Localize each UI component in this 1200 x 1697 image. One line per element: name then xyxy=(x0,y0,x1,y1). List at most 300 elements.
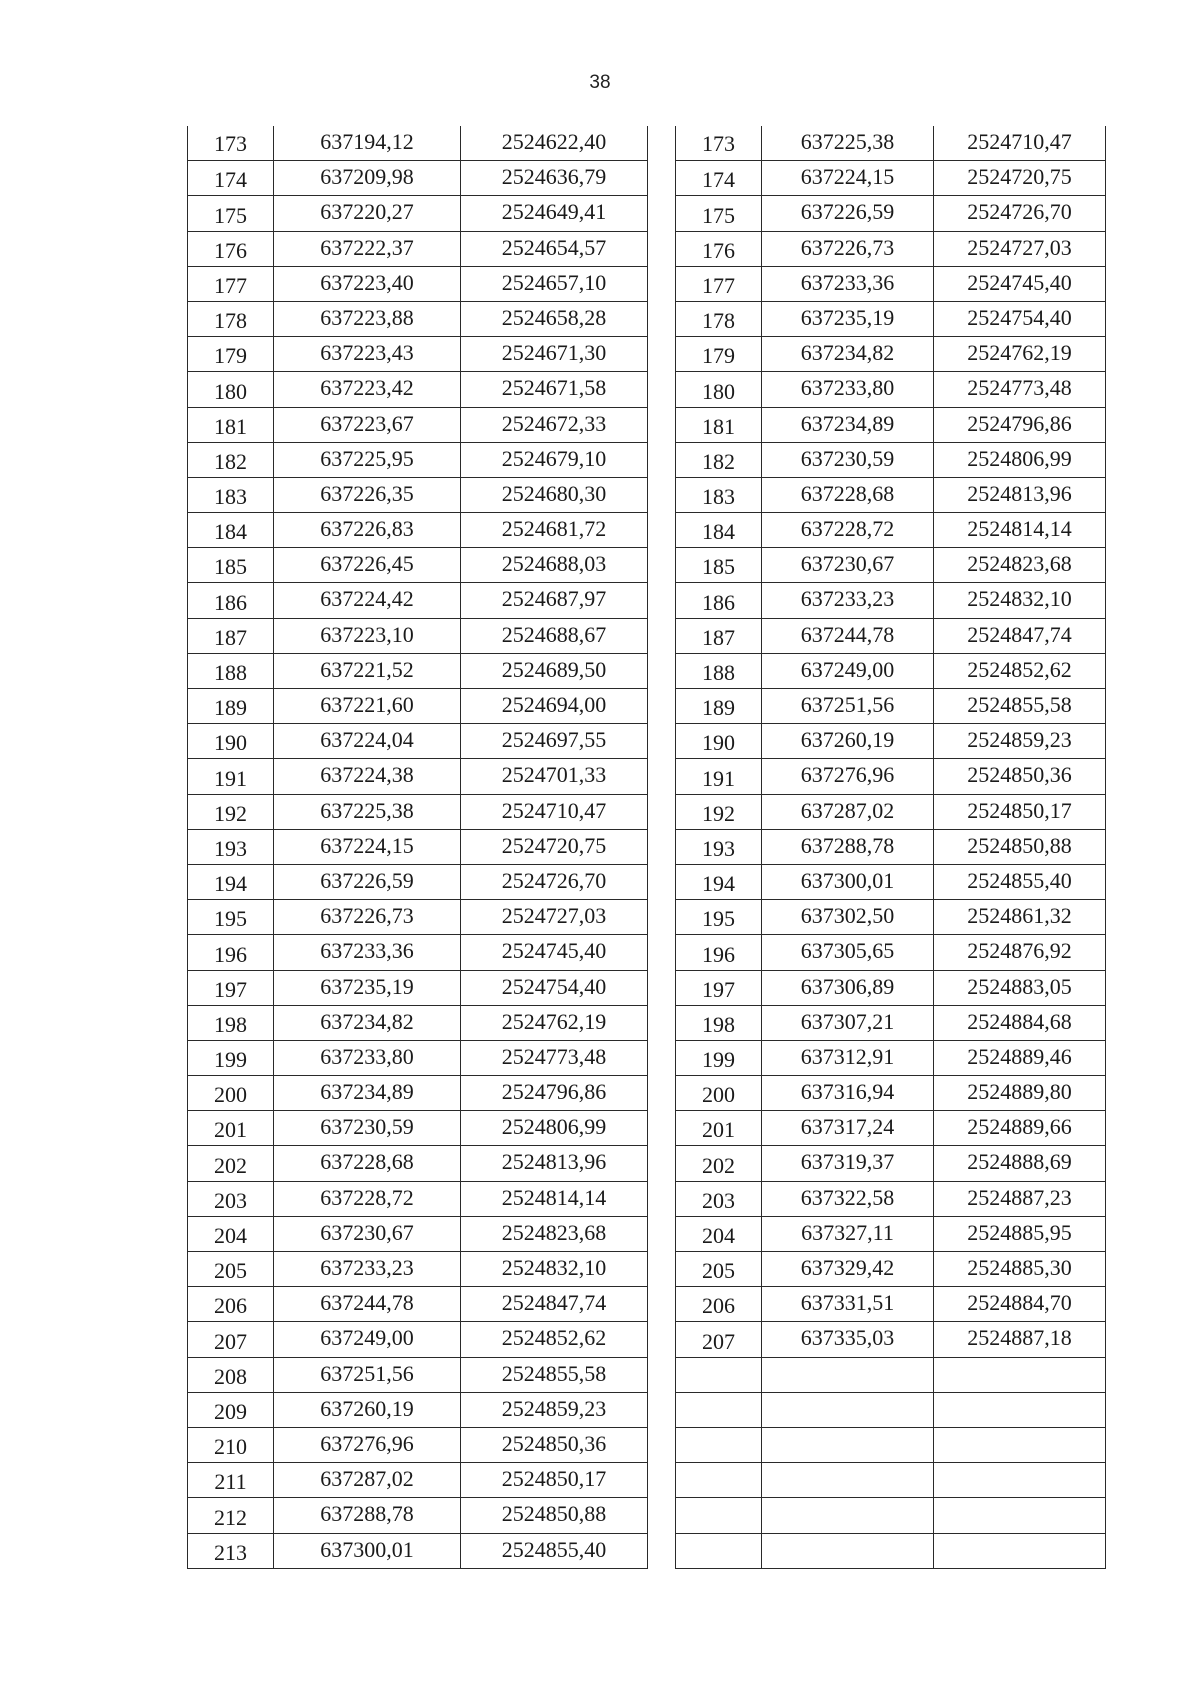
table-row xyxy=(676,1005,1106,1040)
table-row xyxy=(676,1216,1106,1251)
table-row xyxy=(188,829,648,864)
point-number-cell: 185 xyxy=(188,548,274,583)
x-coordinate-cell: 637234,82 xyxy=(762,337,934,372)
table-row xyxy=(676,618,1106,653)
table-row xyxy=(676,583,1106,618)
y-coordinate-cell: 2524852,62 xyxy=(461,1322,648,1357)
table-row xyxy=(676,126,1106,161)
table-row xyxy=(188,1287,648,1322)
x-coordinate-cell: 637329,42 xyxy=(762,1252,934,1287)
table-row xyxy=(188,689,648,724)
point-number-cell: 205 xyxy=(188,1252,274,1287)
point-number-cell: 200 xyxy=(676,1076,762,1111)
x-coordinate-cell: 637306,89 xyxy=(762,970,934,1005)
y-coordinate-cell: 2524823,68 xyxy=(461,1216,648,1251)
y-coordinate-cell: 2524688,03 xyxy=(461,548,648,583)
y-coordinate-cell: 2524773,48 xyxy=(461,1040,648,1075)
point-number-cell: 187 xyxy=(188,618,274,653)
x-coordinate-cell: 637221,52 xyxy=(274,653,461,688)
table-row xyxy=(188,1076,648,1111)
x-coordinate-cell: 637287,02 xyxy=(274,1463,461,1498)
point-number-cell: 180 xyxy=(188,372,274,407)
table-row xyxy=(188,618,648,653)
table-row xyxy=(188,442,648,477)
x-coordinate-cell: 637288,78 xyxy=(762,829,934,864)
y-coordinate-cell: 2524720,75 xyxy=(934,161,1106,196)
table-row xyxy=(676,759,1106,794)
x-coordinate-cell xyxy=(762,1427,934,1462)
point-number-cell: 197 xyxy=(188,970,274,1005)
table-row xyxy=(676,970,1106,1005)
x-coordinate-cell: 637276,96 xyxy=(762,759,934,794)
x-coordinate-cell: 637317,24 xyxy=(762,1111,934,1146)
x-coordinate-cell: 637244,78 xyxy=(762,618,934,653)
table-row xyxy=(676,548,1106,583)
point-number-cell: 174 xyxy=(676,161,762,196)
y-coordinate-cell: 2524710,47 xyxy=(461,794,648,829)
y-coordinate-cell: 2524861,32 xyxy=(934,900,1106,935)
point-number-cell: 192 xyxy=(676,794,762,829)
point-number-cell: 203 xyxy=(676,1181,762,1216)
y-coordinate-cell: 2524657,10 xyxy=(461,266,648,301)
page-number: 38 xyxy=(589,72,611,93)
y-coordinate-cell: 2524806,99 xyxy=(461,1111,648,1146)
x-coordinate-cell: 637228,72 xyxy=(762,513,934,548)
table-row xyxy=(188,583,648,618)
y-coordinate-cell: 2524884,68 xyxy=(934,1005,1106,1040)
x-coordinate-cell: 637287,02 xyxy=(762,794,934,829)
table-row xyxy=(676,1040,1106,1075)
table-row xyxy=(676,653,1106,688)
point-number-cell: 195 xyxy=(676,900,762,935)
y-coordinate-cell: 2524850,36 xyxy=(461,1427,648,1462)
point-number-cell xyxy=(676,1357,762,1392)
point-number-cell: 199 xyxy=(188,1040,274,1075)
point-number-cell: 201 xyxy=(676,1111,762,1146)
x-coordinate-cell: 637223,42 xyxy=(274,372,461,407)
point-number-cell: 176 xyxy=(188,231,274,266)
point-number-cell: 184 xyxy=(188,513,274,548)
x-coordinate-cell: 637233,23 xyxy=(274,1252,461,1287)
x-coordinate-cell: 637226,59 xyxy=(274,864,461,899)
x-coordinate-cell: 637244,78 xyxy=(274,1287,461,1322)
point-number-cell: 194 xyxy=(676,864,762,899)
table-row xyxy=(676,1427,1106,1462)
x-coordinate-cell xyxy=(762,1498,934,1533)
y-coordinate-cell: 2524701,33 xyxy=(461,759,648,794)
table-row xyxy=(676,689,1106,724)
point-number-cell: 181 xyxy=(188,407,274,442)
table-row xyxy=(188,301,648,336)
y-coordinate-cell: 2524876,92 xyxy=(934,935,1106,970)
y-coordinate-cell: 2524832,10 xyxy=(934,583,1106,618)
y-coordinate-cell: 2524850,88 xyxy=(934,829,1106,864)
y-coordinate-cell: 2524814,14 xyxy=(461,1181,648,1216)
y-coordinate-cell: 2524859,23 xyxy=(461,1392,648,1427)
point-number-cell: 207 xyxy=(188,1322,274,1357)
point-number-cell: 180 xyxy=(676,372,762,407)
table-row xyxy=(676,477,1106,512)
y-coordinate-cell: 2524847,74 xyxy=(461,1287,648,1322)
table-row xyxy=(188,759,648,794)
y-coordinate-cell: 2524884,70 xyxy=(934,1287,1106,1322)
point-number-cell: 209 xyxy=(188,1392,274,1427)
x-coordinate-cell: 637233,36 xyxy=(762,266,934,301)
table-row xyxy=(188,900,648,935)
point-number-cell: 188 xyxy=(188,653,274,688)
x-coordinate-cell: 637300,01 xyxy=(274,1533,461,1568)
point-number-cell: 177 xyxy=(676,266,762,301)
point-number-cell: 189 xyxy=(676,689,762,724)
x-coordinate-cell: 637233,80 xyxy=(274,1040,461,1075)
y-coordinate-cell: 2524888,69 xyxy=(934,1146,1106,1181)
point-number-cell: 173 xyxy=(188,126,274,161)
y-coordinate-cell: 2524681,72 xyxy=(461,513,648,548)
y-coordinate-cell: 2524745,40 xyxy=(461,935,648,970)
point-number-cell: 189 xyxy=(188,689,274,724)
table-row xyxy=(676,724,1106,759)
y-coordinate-cell: 2524658,28 xyxy=(461,301,648,336)
point-number-cell: 206 xyxy=(676,1287,762,1322)
table-row xyxy=(676,513,1106,548)
table-row xyxy=(188,1040,648,1075)
point-number-cell: 183 xyxy=(188,477,274,512)
point-number-cell: 194 xyxy=(188,864,274,899)
y-coordinate-cell: 2524679,10 xyxy=(461,442,648,477)
y-coordinate-cell xyxy=(934,1533,1106,1568)
point-number-cell: 175 xyxy=(676,196,762,231)
x-coordinate-cell: 637209,98 xyxy=(274,161,461,196)
x-coordinate-cell: 637230,59 xyxy=(274,1111,461,1146)
point-number-cell: 207 xyxy=(676,1322,762,1357)
x-coordinate-cell: 637327,11 xyxy=(762,1216,934,1251)
point-number-cell: 205 xyxy=(676,1252,762,1287)
y-coordinate-cell: 2524850,36 xyxy=(934,759,1106,794)
x-coordinate-cell: 637226,59 xyxy=(762,196,934,231)
point-number-cell: 211 xyxy=(188,1463,274,1498)
y-coordinate-cell: 2524697,55 xyxy=(461,724,648,759)
y-coordinate-cell xyxy=(934,1357,1106,1392)
point-number-cell: 176 xyxy=(676,231,762,266)
table-row xyxy=(676,1463,1106,1498)
x-coordinate-cell: 637251,56 xyxy=(274,1357,461,1392)
y-coordinate-cell: 2524680,30 xyxy=(461,477,648,512)
point-number-cell: 191 xyxy=(676,759,762,794)
y-coordinate-cell: 2524754,40 xyxy=(934,301,1106,336)
table-row xyxy=(188,548,648,583)
x-coordinate-cell: 637230,59 xyxy=(762,442,934,477)
x-coordinate-cell: 637224,15 xyxy=(274,829,461,864)
y-coordinate-cell: 2524813,96 xyxy=(934,477,1106,512)
point-number-cell: 181 xyxy=(676,407,762,442)
point-number-cell: 178 xyxy=(676,301,762,336)
x-coordinate-cell: 637223,88 xyxy=(274,301,461,336)
point-number-cell: 210 xyxy=(188,1427,274,1462)
y-coordinate-cell: 2524694,00 xyxy=(461,689,648,724)
y-coordinate-cell: 2524726,70 xyxy=(934,196,1106,231)
table-row xyxy=(676,1322,1106,1357)
x-coordinate-cell: 637225,38 xyxy=(762,126,934,161)
point-number-cell: 185 xyxy=(676,548,762,583)
y-coordinate-cell xyxy=(934,1427,1106,1462)
y-coordinate-cell: 2524855,40 xyxy=(934,864,1106,899)
x-coordinate-cell: 637276,96 xyxy=(274,1427,461,1462)
x-coordinate-cell: 637223,10 xyxy=(274,618,461,653)
x-coordinate-cell: 637260,19 xyxy=(274,1392,461,1427)
x-coordinate-cell: 637233,23 xyxy=(762,583,934,618)
point-number-cell: 202 xyxy=(188,1146,274,1181)
point-number-cell: 206 xyxy=(188,1287,274,1322)
table-row xyxy=(188,196,648,231)
x-coordinate-cell: 637249,00 xyxy=(762,653,934,688)
y-coordinate-cell: 2524726,70 xyxy=(461,864,648,899)
point-number-cell: 188 xyxy=(676,653,762,688)
y-coordinate-cell: 2524622,40 xyxy=(461,126,648,161)
table-row xyxy=(676,794,1106,829)
x-coordinate-cell xyxy=(762,1357,934,1392)
y-coordinate-cell: 2524720,75 xyxy=(461,829,648,864)
coordinates-table-left-body xyxy=(188,126,648,1568)
table-row xyxy=(676,1181,1106,1216)
point-number-cell: 186 xyxy=(676,583,762,618)
point-number-cell: 199 xyxy=(676,1040,762,1075)
x-coordinate-cell: 637226,73 xyxy=(274,900,461,935)
y-coordinate-cell: 2524806,99 xyxy=(934,442,1106,477)
y-coordinate-cell: 2524727,03 xyxy=(461,900,648,935)
table-row xyxy=(676,407,1106,442)
y-coordinate-cell: 2524889,80 xyxy=(934,1076,1106,1111)
y-coordinate-cell: 2524850,88 xyxy=(461,1498,648,1533)
x-coordinate-cell: 637220,27 xyxy=(274,196,461,231)
x-coordinate-cell: 637233,36 xyxy=(274,935,461,970)
table-row xyxy=(676,1357,1106,1392)
x-coordinate-cell: 637251,56 xyxy=(762,689,934,724)
table-row xyxy=(676,337,1106,372)
point-number-cell: 204 xyxy=(676,1216,762,1251)
y-coordinate-cell: 2524636,79 xyxy=(461,161,648,196)
y-coordinate-cell: 2524762,19 xyxy=(934,337,1106,372)
table-row xyxy=(188,794,648,829)
x-coordinate-cell: 637302,50 xyxy=(762,900,934,935)
x-coordinate-cell: 637221,60 xyxy=(274,689,461,724)
table-row xyxy=(188,1111,648,1146)
coordinates-table-right-body xyxy=(676,126,1106,1568)
table-row xyxy=(188,1463,648,1498)
point-number-cell: 193 xyxy=(676,829,762,864)
point-number-cell: 191 xyxy=(188,759,274,794)
table-row xyxy=(676,1111,1106,1146)
point-number-cell: 193 xyxy=(188,829,274,864)
x-coordinate-cell: 637235,19 xyxy=(274,970,461,1005)
point-number-cell: 182 xyxy=(676,442,762,477)
x-coordinate-cell: 637226,73 xyxy=(762,231,934,266)
y-coordinate-cell: 2524654,57 xyxy=(461,231,648,266)
x-coordinate-cell: 637230,67 xyxy=(762,548,934,583)
coordinates-table-left xyxy=(187,126,648,1569)
table-row xyxy=(188,653,648,688)
y-coordinate-cell: 2524814,14 xyxy=(934,513,1106,548)
x-coordinate-cell: 637305,65 xyxy=(762,935,934,970)
point-number-cell: 208 xyxy=(188,1357,274,1392)
table-row xyxy=(188,126,648,161)
x-coordinate-cell: 637223,40 xyxy=(274,266,461,301)
table-row xyxy=(676,231,1106,266)
point-number-cell xyxy=(676,1392,762,1427)
y-coordinate-cell: 2524796,86 xyxy=(934,407,1106,442)
table-row xyxy=(676,1287,1106,1322)
table-row xyxy=(676,1392,1106,1427)
table-row xyxy=(676,1076,1106,1111)
table-row xyxy=(188,1146,648,1181)
table-row xyxy=(676,829,1106,864)
y-coordinate-cell: 2524847,74 xyxy=(934,618,1106,653)
x-coordinate-cell: 637335,03 xyxy=(762,1322,934,1357)
y-coordinate-cell: 2524727,03 xyxy=(934,231,1106,266)
point-number-cell xyxy=(676,1427,762,1462)
y-coordinate-cell: 2524859,23 xyxy=(934,724,1106,759)
y-coordinate-cell: 2524887,18 xyxy=(934,1322,1106,1357)
point-number-cell: 202 xyxy=(676,1146,762,1181)
y-coordinate-cell: 2524885,95 xyxy=(934,1216,1106,1251)
table-row xyxy=(676,900,1106,935)
x-coordinate-cell: 637260,19 xyxy=(762,724,934,759)
point-number-cell: 195 xyxy=(188,900,274,935)
point-number-cell: 179 xyxy=(188,337,274,372)
table-row xyxy=(676,301,1106,336)
y-coordinate-cell: 2524688,67 xyxy=(461,618,648,653)
x-coordinate-cell: 637225,95 xyxy=(274,442,461,477)
x-coordinate-cell xyxy=(762,1463,934,1498)
y-coordinate-cell: 2524672,33 xyxy=(461,407,648,442)
point-number-cell: 184 xyxy=(676,513,762,548)
y-coordinate-cell: 2524889,46 xyxy=(934,1040,1106,1075)
y-coordinate-cell: 2524887,23 xyxy=(934,1181,1106,1216)
x-coordinate-cell: 637234,82 xyxy=(274,1005,461,1040)
x-coordinate-cell: 637223,43 xyxy=(274,337,461,372)
point-number-cell: 186 xyxy=(188,583,274,618)
x-coordinate-cell: 637222,37 xyxy=(274,231,461,266)
table-row xyxy=(188,1427,648,1462)
table-row xyxy=(188,1005,648,1040)
table-row xyxy=(188,1216,648,1251)
point-number-cell: 183 xyxy=(676,477,762,512)
x-coordinate-cell: 637331,51 xyxy=(762,1287,934,1322)
x-coordinate-cell: 637316,94 xyxy=(762,1076,934,1111)
y-coordinate-cell: 2524885,30 xyxy=(934,1252,1106,1287)
table-row xyxy=(188,337,648,372)
point-number-cell: 204 xyxy=(188,1216,274,1251)
point-number-cell: 201 xyxy=(188,1111,274,1146)
table-row xyxy=(188,266,648,301)
y-coordinate-cell: 2524850,17 xyxy=(934,794,1106,829)
y-coordinate-cell: 2524687,97 xyxy=(461,583,648,618)
point-number-cell: 198 xyxy=(188,1005,274,1040)
x-coordinate-cell: 637224,04 xyxy=(274,724,461,759)
y-coordinate-cell: 2524889,66 xyxy=(934,1111,1106,1146)
table-row xyxy=(676,864,1106,899)
table-row xyxy=(676,161,1106,196)
point-number-cell: 200 xyxy=(188,1076,274,1111)
y-coordinate-cell xyxy=(934,1392,1106,1427)
y-coordinate-cell: 2524855,58 xyxy=(934,689,1106,724)
x-coordinate-cell: 637226,83 xyxy=(274,513,461,548)
x-coordinate-cell: 637224,15 xyxy=(762,161,934,196)
x-coordinate-cell: 637312,91 xyxy=(762,1040,934,1075)
table-row xyxy=(188,407,648,442)
table-row xyxy=(188,372,648,407)
y-coordinate-cell: 2524855,40 xyxy=(461,1533,648,1568)
point-number-cell: 190 xyxy=(188,724,274,759)
x-coordinate-cell: 637225,38 xyxy=(274,794,461,829)
x-coordinate-cell xyxy=(762,1392,934,1427)
y-coordinate-cell: 2524745,40 xyxy=(934,266,1106,301)
point-number-cell: 213 xyxy=(188,1533,274,1568)
x-coordinate-cell: 637322,58 xyxy=(762,1181,934,1216)
point-number-cell: 177 xyxy=(188,266,274,301)
y-coordinate-cell: 2524855,58 xyxy=(461,1357,648,1392)
point-number-cell xyxy=(676,1498,762,1533)
y-coordinate-cell: 2524762,19 xyxy=(461,1005,648,1040)
table-row xyxy=(188,231,648,266)
x-coordinate-cell: 637226,35 xyxy=(274,477,461,512)
point-number-cell: 190 xyxy=(676,724,762,759)
y-coordinate-cell: 2524852,62 xyxy=(934,653,1106,688)
x-coordinate-cell: 637224,42 xyxy=(274,583,461,618)
x-coordinate-cell: 637234,89 xyxy=(274,1076,461,1111)
table-row xyxy=(188,724,648,759)
y-coordinate-cell: 2524832,10 xyxy=(461,1252,648,1287)
point-number-cell: 198 xyxy=(676,1005,762,1040)
table-row xyxy=(188,1392,648,1427)
x-coordinate-cell xyxy=(762,1533,934,1568)
point-number-cell: 174 xyxy=(188,161,274,196)
y-coordinate-cell: 2524796,86 xyxy=(461,1076,648,1111)
table-row xyxy=(676,372,1106,407)
table-row xyxy=(188,1498,648,1533)
y-coordinate-cell: 2524823,68 xyxy=(934,548,1106,583)
table-row xyxy=(188,1252,648,1287)
x-coordinate-cell: 637307,21 xyxy=(762,1005,934,1040)
x-coordinate-cell: 637288,78 xyxy=(274,1498,461,1533)
point-number-cell: 203 xyxy=(188,1181,274,1216)
x-coordinate-cell: 637223,67 xyxy=(274,407,461,442)
x-coordinate-cell: 637228,68 xyxy=(274,1146,461,1181)
table-row xyxy=(188,864,648,899)
table-row xyxy=(676,935,1106,970)
point-number-cell: 179 xyxy=(676,337,762,372)
x-coordinate-cell: 637300,01 xyxy=(762,864,934,899)
point-number-cell: 182 xyxy=(188,442,274,477)
point-number-cell: 192 xyxy=(188,794,274,829)
point-number-cell: 197 xyxy=(676,970,762,1005)
y-coordinate-cell xyxy=(934,1498,1106,1533)
table-row xyxy=(676,442,1106,477)
point-number-cell: 187 xyxy=(676,618,762,653)
table-row xyxy=(188,1181,648,1216)
y-coordinate-cell: 2524813,96 xyxy=(461,1146,648,1181)
table-row xyxy=(676,196,1106,231)
table-row xyxy=(676,266,1106,301)
table-row xyxy=(676,1252,1106,1287)
point-number-cell xyxy=(676,1533,762,1568)
y-coordinate-cell: 2524710,47 xyxy=(934,126,1106,161)
x-coordinate-cell: 637228,72 xyxy=(274,1181,461,1216)
point-number-cell: 173 xyxy=(676,126,762,161)
x-coordinate-cell: 637233,80 xyxy=(762,372,934,407)
x-coordinate-cell: 637194,12 xyxy=(274,126,461,161)
coordinates-table-right xyxy=(675,126,1106,1569)
table-row xyxy=(676,1498,1106,1533)
